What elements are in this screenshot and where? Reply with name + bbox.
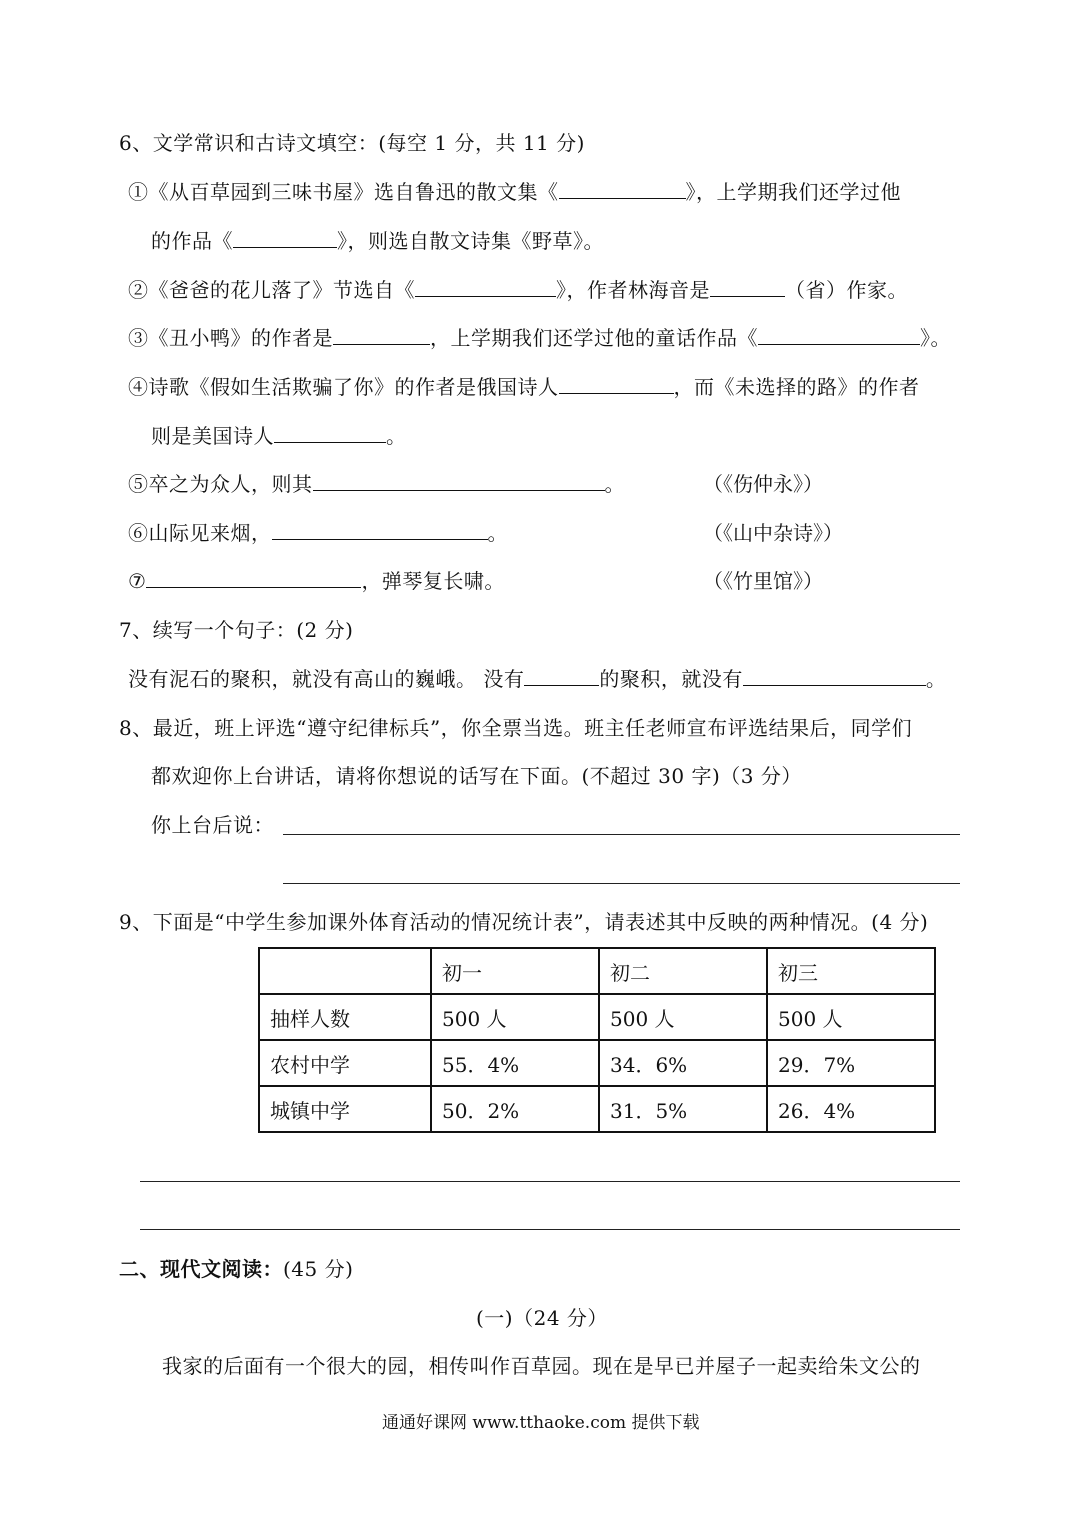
table-header-cell: 初三	[767, 948, 935, 994]
q6-item3-blank2[interactable]	[758, 326, 920, 345]
table-header-cell: 初一	[431, 948, 599, 994]
table-cell: 500 人	[767, 994, 935, 1040]
q6-item1-blank2[interactable]	[233, 229, 337, 248]
table-cell: 50．2%	[431, 1086, 599, 1132]
q6-item7	[128, 569, 505, 593]
q6-item7-blank[interactable]	[146, 569, 361, 588]
q6-item6-text-a: ⑥山际见来烟，	[128, 521, 272, 545]
q9-answer-line-2[interactable]	[140, 1229, 960, 1230]
table-cell: 55．4%	[431, 1040, 599, 1086]
q6-item3-blank1[interactable]	[333, 326, 430, 345]
table-cell: 抽样人数	[259, 994, 431, 1040]
section2-score: (45 分)	[283, 1257, 354, 1281]
q6-item4-blank1[interactable]	[559, 375, 674, 394]
q6-item5-text-b: 。	[604, 472, 625, 496]
table-row	[259, 994, 935, 1040]
q6-item1-text-b: 》，上学期我们还学过他	[685, 180, 901, 204]
table-cell: 34．6%	[599, 1040, 767, 1086]
table-row	[259, 1040, 935, 1086]
section2-title: 二、现代文阅读：	[119, 1257, 283, 1281]
q7-text-b: 的聚积，就没有	[599, 667, 743, 691]
q6-item2	[128, 278, 908, 302]
q8-line2: 都欢迎你上台讲话，请将你想说的话写在下面。(不超过 30 字)（3 分）	[151, 764, 802, 788]
section2-part1-title: (一)（24 分）	[476, 1306, 608, 1330]
q6-item3-text-c: 》。	[920, 326, 951, 350]
q6-item5-blank[interactable]	[313, 472, 605, 491]
q6-item2-text-c: （省）作家。	[785, 278, 908, 302]
q6-title: 6、文学常识和古诗文填空：(每空 1 分，共 11 分)	[119, 131, 585, 155]
q6-item1-text-c: 的作品《	[151, 229, 233, 253]
table-cell: 26．4%	[767, 1086, 935, 1132]
q7-text-c: 。	[925, 667, 947, 691]
table-cell: 500 人	[431, 994, 599, 1040]
q9-title: 9、下面是“中学生参加课外体育活动的情况统计表”，请表述其中反映的两种情况。(4 分)	[119, 910, 929, 934]
table-header-cell: 初二	[599, 948, 767, 994]
page-footer: 通通好课网 www.tthaoke.com 提供下载	[382, 1413, 700, 1433]
section2-paragraph: 我家的后面有一个很大的园，相传叫作百草园。现在是早已并屋子一起卖给朱文公的	[162, 1354, 921, 1378]
q6-item2-text-b: 》，作者林海音是	[556, 278, 710, 302]
q6-item7-source: （《竹里馆》）	[703, 569, 823, 593]
q8-answer-line-1[interactable]	[283, 834, 960, 835]
q6-item4-text-a: ④诗歌《假如生活欺骗了你》的作者是俄国诗人	[128, 375, 559, 399]
q7-text-a: 没有泥石的聚积，就没有高山的巍峨。 没有	[128, 667, 525, 691]
q6-item4-text-b: ，而《未选择的路》的作者	[673, 375, 920, 399]
q7-blank2[interactable]	[743, 667, 926, 686]
q7-blank1[interactable]	[524, 667, 599, 686]
table-cell: 500 人	[599, 994, 767, 1040]
table-header-cell	[259, 948, 431, 994]
stats-table	[258, 947, 936, 1133]
q6-item1-text-a: ①《从百草园到三味书屋》选自鲁迅的散文集《	[128, 180, 559, 204]
q6-item1-line2	[151, 229, 604, 253]
q6-item7-text-a: ⑦	[128, 569, 147, 593]
q6-item1-text-d: 》，则选自散文诗集《野草》。	[337, 229, 604, 253]
q6-item2-text-a: ②《爸爸的花儿落了》节选自《	[128, 278, 415, 302]
table-header-row	[259, 948, 935, 994]
section2-heading	[119, 1257, 353, 1281]
table-cell: 农村中学	[259, 1040, 431, 1086]
q6-item5-source: （《伤仲永》）	[703, 472, 823, 496]
q6-item6-source: （《山中杂诗》）	[703, 521, 843, 545]
q8-prompt: 你上台后说：	[151, 813, 274, 837]
table-row	[259, 1086, 935, 1132]
q6-item1-blank1[interactable]	[559, 180, 686, 199]
q6-item2-blank2[interactable]	[710, 278, 785, 297]
q6-item4-line2	[151, 424, 407, 448]
q6-item2-blank1[interactable]	[415, 278, 556, 297]
q6-item6	[128, 521, 508, 545]
q6-item5-text-a: ⑤卒之为众人，则其	[128, 472, 313, 496]
q6-item3	[128, 326, 951, 350]
q6-item6-text-b: 。	[487, 521, 508, 545]
q6-item7-text-b: ，弹琴复长啸。	[361, 569, 505, 593]
q6-item3-text-b: ，上学期我们还学过他的童话作品《	[430, 326, 758, 350]
q9-answer-line-1[interactable]	[140, 1181, 960, 1182]
table-cell: 31．5%	[599, 1086, 767, 1132]
q7-sentence	[128, 667, 946, 691]
table-cell: 城镇中学	[259, 1086, 431, 1132]
q8-answer-line-2[interactable]	[283, 883, 960, 884]
q6-item4-line1	[128, 375, 920, 399]
q6-item6-blank[interactable]	[272, 521, 488, 540]
q6-item5	[128, 472, 625, 496]
q6-item4-text-d: 。	[386, 424, 407, 448]
q6-item4-blank2[interactable]	[274, 424, 386, 443]
q6-item4-text-c: 则是美国诗人	[151, 424, 274, 448]
q7-title: 7、续写一个句子：(2 分)	[119, 618, 354, 642]
q8-line1: 8、最近，班上评选“遵守纪律标兵”，你全票当选。班主任老师宣布评选结果后，同学们	[119, 716, 913, 740]
q6-item3-text-a: ③《丑小鸭》的作者是	[128, 326, 333, 350]
table-cell: 29．7%	[767, 1040, 935, 1086]
q6-item1-line1	[128, 180, 901, 204]
